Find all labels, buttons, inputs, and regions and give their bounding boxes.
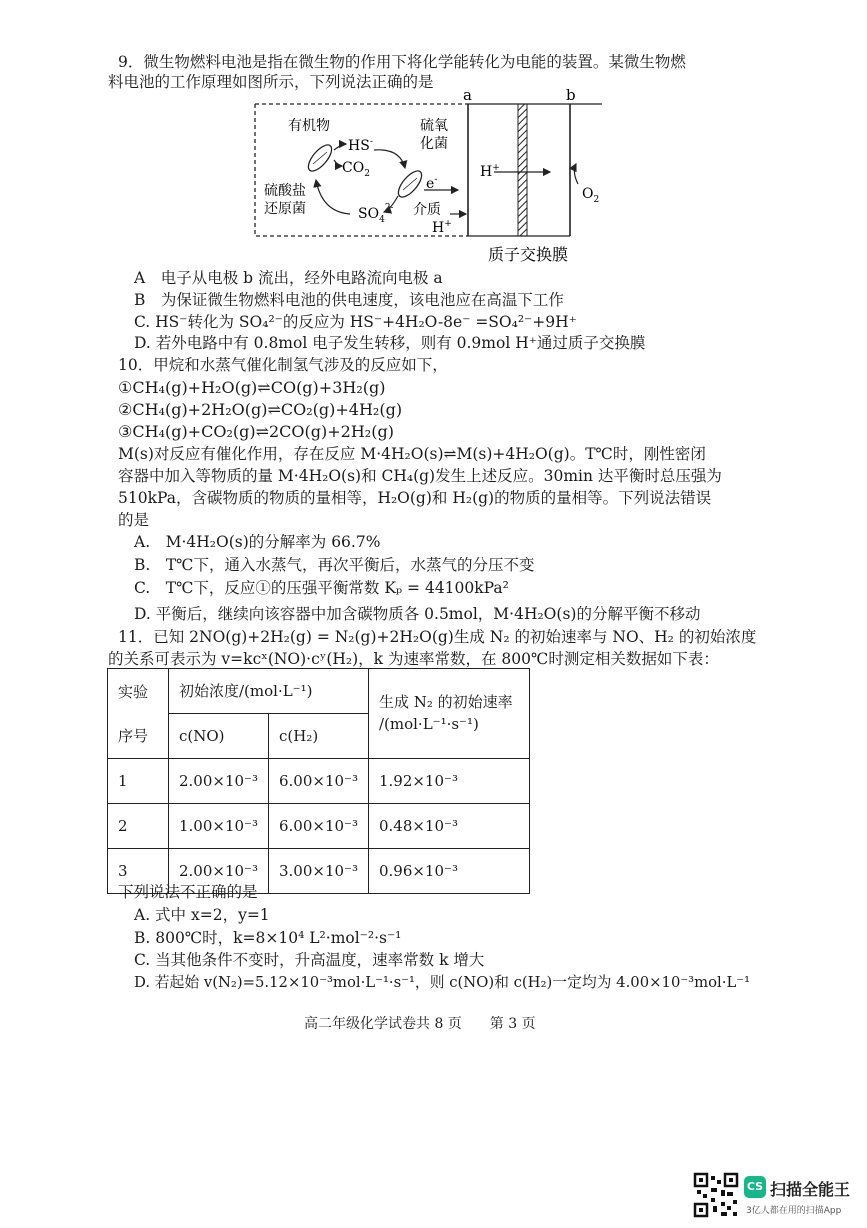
page-footer: 高二年级化学试卷共 8 页 第 3 页 — [304, 1016, 536, 1032]
scanner-logo: CS — [744, 1176, 766, 1198]
q10-reaction-2: ②CH₄(g)+2H₂O(g)⇌CO₂(g)+4H₂(g) — [118, 400, 403, 419]
o2-label: $O_2$ — [582, 186, 600, 205]
header-experiment: 实验 — [108, 669, 169, 714]
q10-paragraph-line3: 510kPa，含碳物质的物质的量相等，H₂O(g)和 H₂(g)的物质的量相等。下列说法错误 — [118, 489, 712, 507]
q9-option-d: D. 若外电路中有 0.8mol 电子发生转移，则有 0.9mol H⁺通过质子交换膜 — [134, 334, 646, 352]
q9-stem-line1: 9．微生物燃料电池是指在微生物的作用下将化学能转化为电能的装置。某微生物燃 — [118, 53, 686, 71]
sulfur-bacteria-label-2: 化菌 — [420, 136, 448, 152]
q11-stem-line2: 的关系可表示为 v=kcˣ(NO)·cʸ(H₂)，k 为速率常数，在 800℃时测定相关数据如下表： — [108, 650, 719, 668]
q11-option-d: D. 若起始 v(N₂)=5.12×10⁻³mol·L⁻¹·s⁻¹，则 c(NO)和 c(H₂)一定均为 4.00×10⁻³mol·L⁻¹ — [134, 974, 751, 991]
sulfate-bacteria-label-1: 硫酸盐 — [264, 183, 306, 199]
q10-reaction-1: ①CH₄(g)+H₂O(g)⇌CO(g)+3H₂(g) — [118, 378, 386, 397]
q9-option-b: B 为保证微生物燃料电池的供电速度，该电池应在高温下工作 — [134, 291, 564, 309]
co2-label: $CO_2$ — [342, 160, 370, 179]
cell-c-no: 2.00×10⁻³ — [169, 848, 269, 893]
hs-label: HS- — [348, 137, 373, 154]
q10-option-c: C. T℃下，反应①的压强平衡常数 Kₚ = 44100kPa² — [134, 579, 509, 597]
q10-reaction-3: ③CH₄(g)+CO₂(g)⇌2CO(g)+2H₂(g) — [118, 422, 394, 441]
sulfur-bacteria-label-1: 硫氧 — [420, 118, 448, 134]
cell-c-h2: 6.00×10⁻³ — [268, 758, 368, 803]
cell-c-no: 2.00×10⁻³ — [169, 758, 269, 803]
fuel-cell-diagram — [250, 88, 610, 266]
rate-data-table — [107, 668, 530, 894]
q11-prompt: 下列说法不正确的是 — [118, 883, 258, 901]
qr-code-icon — [693, 1172, 739, 1218]
header-c-h2: c(H₂) — [268, 713, 368, 758]
header-initial-rate — [368, 669, 529, 759]
q11-option-c: C. 当其他条件不变时，升高温度，速率常数 k 增大 — [134, 951, 485, 969]
table-row — [108, 758, 530, 803]
medium-label: 介质 — [413, 202, 441, 218]
q10-paragraph-line1: M(s)对反应有催化作用，存在反应 M·4H₂O(s)⇌M(s)+4H₂O(g)。T℃时，刚性密闭 — [118, 445, 706, 463]
cell-c-h2: 6.00×10⁻³ — [268, 803, 368, 848]
q9-option-a: A 电子从电极 b 流出，经外电路流向电极 a — [134, 269, 443, 287]
header-c-no: c(NO) — [169, 713, 269, 758]
q11-stem-line1: 11．已知 2NO(g)+2H₂(g) = N₂(g)+2H₂O(g)生成 N₂ 的初始速率与 NO、H₂ 的初始浓度 — [118, 628, 757, 646]
q10-option-a: A. M·4H₂O(s)的分解率为 66.7% — [134, 533, 381, 551]
q11-option-a: A. 式中 x=2，y=1 — [134, 906, 270, 924]
header-initial-rate-line1: 生成 N₂ 的初始速率 — [378, 693, 513, 712]
h-plus-bottom-label: H+ — [432, 219, 452, 236]
q10-paragraph-line2: 容器中加入等物质的量 M·4H₂O(s)和 CH₄(g)发生上述反应。30min 达平衡时总压强为 — [118, 467, 722, 485]
electron-label: e- — [426, 175, 438, 192]
q10-paragraph-line4: 的是 — [118, 511, 150, 529]
cell-rate: 0.48×10⁻³ — [368, 803, 529, 848]
electrode-b-label: b — [566, 88, 576, 104]
header-serial-number: 序号 — [108, 713, 169, 758]
q11-option-b: B. 800℃时，k=8×10⁴ L²·mol⁻²·s⁻¹ — [134, 929, 402, 947]
cell-rate: 0.96×10⁻³ — [368, 848, 529, 893]
header-initial-concentration: 初始浓度/(mol·L⁻¹) — [169, 669, 369, 714]
table-row — [108, 803, 530, 848]
sulfate-label: $SO_4^{2-}$ — [358, 203, 394, 225]
membrane-label: 质子交换膜 — [488, 245, 569, 264]
h-plus-middle-label: H+ — [480, 163, 500, 180]
q9-stem-line2: 料电池的工作原理如图所示，下列说法正确的是 — [108, 73, 434, 91]
row-number: 1 — [108, 758, 169, 803]
cell-rate: 1.92×10⁻³ — [368, 758, 529, 803]
proton-exchange-membrane — [518, 104, 527, 236]
cell-c-no: 1.00×10⁻³ — [169, 803, 269, 848]
electrode-a-label: a — [463, 88, 472, 104]
cell-c-h2: 3.00×10⁻³ — [268, 848, 368, 893]
q10-stem: 10．甲烷和水蒸气催化制氢气涉及的反应如下， — [118, 356, 448, 374]
row-number: 3 — [108, 848, 169, 893]
q10-option-d: D. 平衡后，继续向该容器中加含碳物质各 0.5mol，M·4H₂O(s)的分解平衡不移动 — [134, 605, 701, 623]
q10-option-b: B. T℃下，通入水蒸气，再次平衡后，水蒸气的分压不变 — [134, 556, 535, 574]
sulfate-bacteria-label-2: 还原菌 — [264, 201, 306, 217]
organic-label: 有机物 — [288, 118, 330, 134]
header-initial-rate-line2: /(mol·L⁻¹·s⁻¹) — [378, 715, 479, 734]
scanner-tagline: 3亿人都在用的扫描App — [746, 1206, 842, 1216]
q9-option-c: C. HS⁻转化为 SO₄²⁻的反应为 HS⁻+4H₂O-8e⁻ =SO₄²⁻+9H⁺ — [134, 313, 577, 331]
scanner-brand-name: 扫描全能王 — [770, 1180, 851, 1199]
row-number: 2 — [108, 803, 169, 848]
